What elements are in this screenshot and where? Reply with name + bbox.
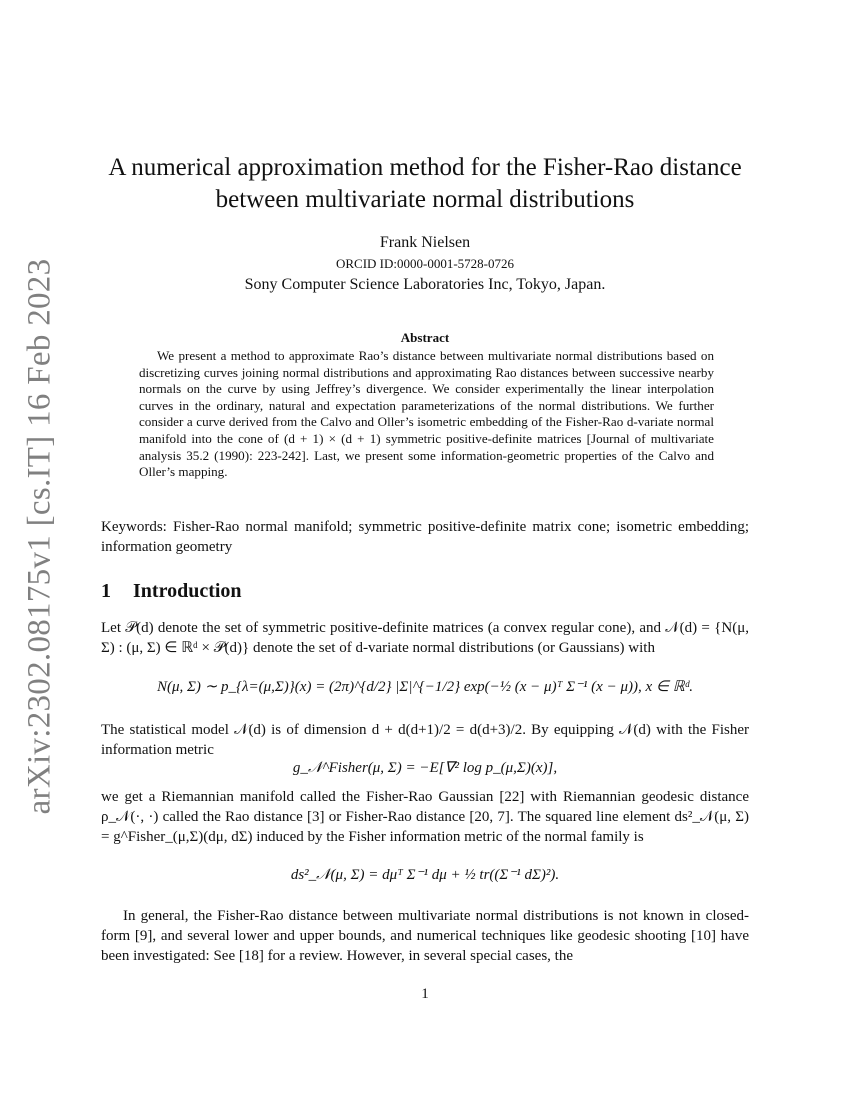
- title-line-1: A numerical approximation method for the Fisher-Rao distance: [108, 154, 742, 181]
- arxiv-stamp-text: arXiv:2302.08175v1 [cs.IT] 16 Feb 2023: [21, 258, 58, 814]
- arxiv-identifier-stamp: [17, 258, 63, 814]
- equation-line-element: ds²_𝒩(μ, Σ) = dμᵀ Σ⁻¹ dμ + ½ tr((Σ⁻¹ dΣ)²).: [290, 867, 560, 883]
- title-line-2: between multivariate normal distributions: [215, 186, 635, 213]
- abstract-body: We present a method to approximate Rao’s distance between multivariate normal distributions based on discretizing curves joining normal distributions and approximating Rao distances between successive nearby normals on the curve by using Jeffrey’s divergence. We consider experimentally the linear interpolation curves in the ordinary, natural and expectation parameterizations of the normal distributions. We further consider a curve derived from the Calvo and Oller’s isometric embedding of the Fisher-Rao d-variate normal manifold into the cone of (d + 1) × (d + 1) symmetric positive-definite matrices [Journal of multivariate analysis 35.2 (1990): 223-242]. Last, we present some information-geometric properties of the Calvo and Oller’s mapping.: [139, 348, 714, 480]
- section-title: Introduction: [133, 580, 242, 602]
- abstract-heading: Abstract: [400, 330, 450, 345]
- intro-paragraph-1: Let 𝒫(d) denote the set of symmetric positive-definite matrices (a convex regular cone), and 𝒩(d) = {N(μ, Σ) : (μ, Σ) ∈ ℝᵈ × 𝒫(d)} denote the set of d-variate normal distributions (or Gaussians) with: [101, 620, 749, 656]
- keywords: Keywords: Fisher-Rao normal manifold; symmetric positive-definite matrix cone; isometric embedding; information geometry: [101, 519, 749, 555]
- section-number: 1: [101, 580, 111, 602]
- intro-paragraph-2: The statistical model 𝒩(d) is of dimension d + d(d+1)/2 = d(d+3)/2. By equipping 𝒩(d) with the Fisher information metric: [101, 722, 749, 758]
- intro-paragraph-3: we get a Riemannian manifold called the Fisher-Rao Gaussian [22] with Riemannian geodesic distance ρ_𝒩(·, ·) called the Rao distance [3] or Fisher-Rao distance [20, 7]. The squared line element ds²_𝒩(μ, Σ) = g^Fisher_(μ,Σ)(dμ, dΣ) induced by the Fisher information metric of the normal family is: [101, 789, 749, 845]
- equation-normal-density: N(μ, Σ) ∼ p_{λ=(μ,Σ)}(x) = (2π)^{d/2} |Σ|^{−1/2} exp(−½ (x − μ)ᵀ Σ⁻¹ (x − μ)), x ∈ ℝᵈ.: [156, 679, 693, 695]
- paper-title: [100, 152, 750, 216]
- page-number: 1: [421, 986, 429, 1002]
- author-orcid: ORCID ID:0000-0001-5728-0726: [335, 256, 514, 271]
- section-heading-introduction: [101, 580, 242, 603]
- equation-fisher-metric: g_𝒩^Fisher(μ, Σ) = −E[∇² log p_(μ,Σ)(x)],: [292, 760, 558, 776]
- author-block: [100, 232, 750, 296]
- intro-paragraph-4: In general, the Fisher-Rao distance between multivariate normal distributions is not known in closed-form [9], and several lower and upper bounds, and numerical techniques like geodesic shooting [10] have been investigated: See [18] for a review. However, in several special cases, the: [101, 908, 749, 964]
- author-affiliation: Sony Computer Science Laboratories Inc, Tokyo, Japan.: [244, 276, 606, 293]
- author-name: Frank Nielsen: [379, 234, 471, 251]
